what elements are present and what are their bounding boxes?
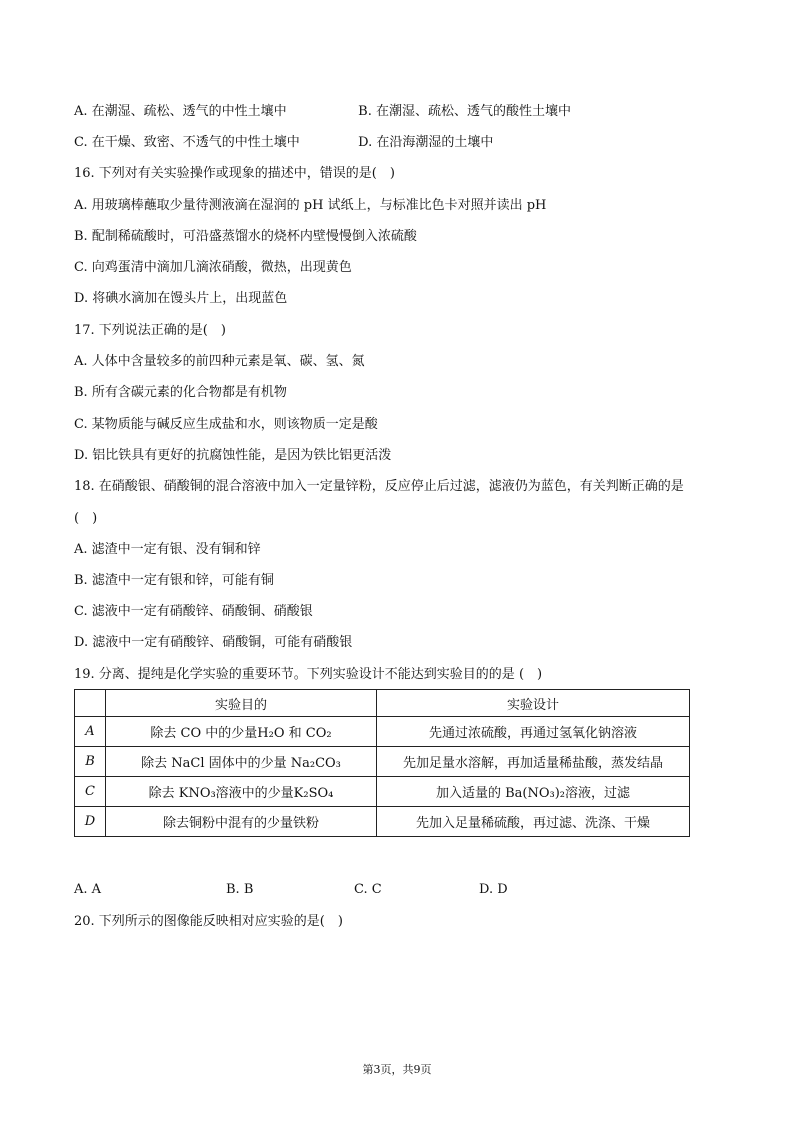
q19-answer-a: A. A (74, 882, 102, 897)
q17-option-c: C. 某物质能与碱反应生成盐和水，则该物质一定是酸 (74, 417, 378, 432)
q16-stem: 16. 下列对有关实验操作或现象的描述中，错误的是( ) (74, 166, 395, 181)
row-goal: 除去铜粉中混有的少量铁粉 (106, 807, 377, 837)
q15-option-c: C. 在干燥、致密、不透气的中性土壤中 (74, 135, 300, 150)
table-header-design: 实验设计 (377, 690, 690, 717)
table-row (75, 717, 690, 747)
q18-stem-continued: ( ) (74, 511, 98, 526)
q15-option-a: A. 在潮湿、疏松、透气的中性土壤中 (74, 104, 287, 119)
q18-option-d: D. 滤液中一定有硝酸锌、硝酸铜，可能有硝酸银 (74, 635, 353, 650)
q17-option-a: A. 人体中含量较多的前四种元素是氧、碳、氢、氮 (74, 354, 365, 369)
q19-experiment-table (74, 689, 690, 837)
row-design: 先加足量水溶解，再加适量稀盐酸，蒸发结晶 (377, 747, 690, 777)
row-design: 加入适量的 Ba(NO₃)₂溶液，过滤 (377, 777, 690, 807)
q16-option-d: D. 将碘水滴加在馒头片上，出现蓝色 (74, 291, 288, 306)
row-design: 先通过浓硫酸，再通过氢氧化钠溶液 (377, 717, 690, 747)
table-row (75, 807, 690, 837)
row-goal: 除去 NaCl 固体中的少量 Na₂CO₃ (106, 747, 377, 777)
table-header-goal: 实验目的 (106, 690, 377, 717)
q19-answer-b: B. B (226, 882, 254, 897)
row-goal: 除去 CO 中的少量H₂O 和 CO₂ (106, 717, 377, 747)
q15-options-row-1 (74, 103, 571, 121)
q18-option-a: A. 滤渣中一定有银、没有铜和锌 (74, 542, 261, 557)
q16-option-b: B. 配制稀硫酸时，可沿盛蒸馏水的烧杯内壁慢慢倒入浓硫酸 (74, 229, 417, 244)
table-row (75, 777, 690, 807)
q19-answer-d: D. D (479, 882, 508, 897)
q18-stem: 18. 在硝酸银、硝酸铜的混合溶液中加入一定量锌粉，反应停止后过滤，滤液仍为蓝色，有关判断正确的是 (74, 479, 684, 494)
q18-option-c: C. 滤液中一定有硝酸锌、硝酸铜、硝酸银 (74, 604, 313, 619)
q16-option-a: A. 用玻璃棒蘸取少量待测液滴在湿润的 pH 试纸上，与标准比色卡对照并读出 pH (74, 198, 547, 213)
q20-stem: 20. 下列所示的图像能反映相对应实验的是( ) (74, 914, 343, 929)
q17-stem: 17. 下列说法正确的是( ) (74, 323, 226, 338)
row-label: A (75, 717, 106, 747)
q19-stem: 19. 分离、提纯是化学实验的重要环节。下列实验设计不能达到实验目的的是 ( ) (74, 667, 543, 682)
q15-options-row-2 (74, 134, 493, 152)
table-header-blank (75, 690, 106, 717)
table-header-row (75, 690, 690, 717)
row-label: C (75, 777, 106, 807)
table-row (75, 747, 690, 777)
row-label: B (75, 747, 106, 777)
row-label: D (75, 807, 106, 837)
row-design: 先加入足量稀硫酸，再过滤、洗涤、干燥 (377, 807, 690, 837)
q17-option-d: D. 铝比铁具有更好的抗腐蚀性能，是因为铁比铝更活泼 (74, 448, 392, 463)
q18-option-b: B. 滤渣中一定有银和锌，可能有铜 (74, 573, 274, 588)
q16-option-c: C. 向鸡蛋清中滴加几滴浓硝酸，微热，出现黄色 (74, 260, 352, 275)
q15-option-d: D. 在沿海潮湿的土壤中 (358, 135, 494, 150)
q19-answer-c: C. C (354, 882, 382, 897)
page-footer: 第3页，共9页 (362, 1063, 432, 1076)
q15-option-b: B. 在潮湿、疏松、透气的酸性土壤中 (358, 104, 571, 119)
q17-option-b: B. 所有含碳元素的化合物都是有机物 (74, 385, 287, 400)
row-goal: 除去 KNO₃溶液中的少量K₂SO₄ (106, 777, 377, 807)
